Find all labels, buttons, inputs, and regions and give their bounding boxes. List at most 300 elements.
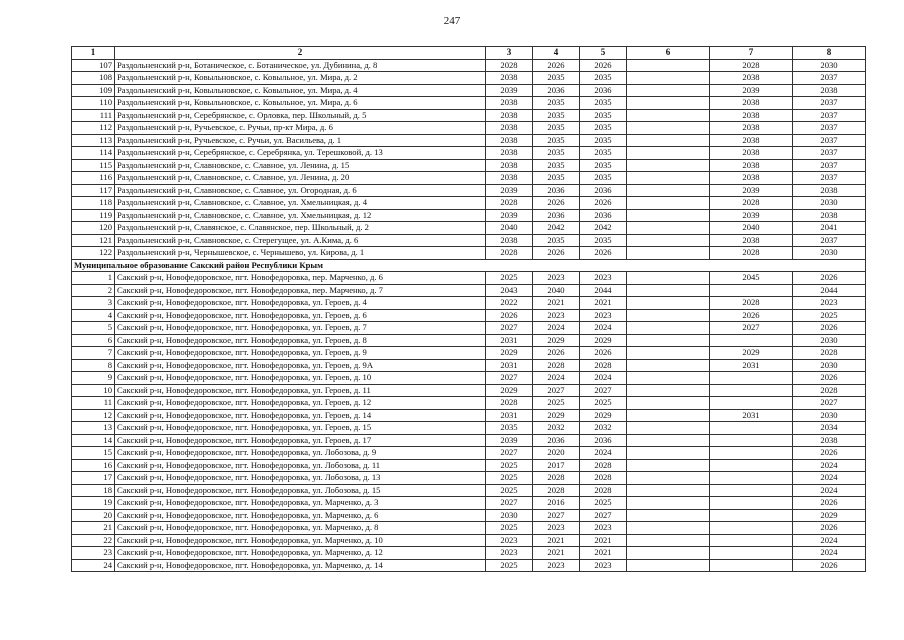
table-cell-col4: 2025	[533, 397, 580, 410]
table-cell-col4: 2035	[533, 109, 580, 122]
table-cell-col3: 2027	[486, 322, 533, 335]
table-cell-col3: 2028	[486, 197, 533, 210]
table-cell-col3: 2025	[486, 559, 533, 572]
table-cell-col7: 2038	[710, 97, 793, 110]
table-cell-col8: 2038	[793, 434, 866, 447]
table-cell-col2: Сакский р-н, Новофедоровское, пгт. Новофедоровка, ул. Лобозова, д. 13	[115, 472, 486, 485]
table-cell-col3: 2025	[486, 522, 533, 535]
table-cell-col3: 2039	[486, 209, 533, 222]
table-cell-col7: 2038	[710, 134, 793, 147]
table-cell-col2: Раздольненский р-н, Славновское, с. Славное, ул. Ленина, д. 20	[115, 172, 486, 185]
table-cell-col8: 2024	[793, 547, 866, 560]
table-cell-col2: Раздольненский р-н, Ботаническое, с. Ботаническое, ул. Дубинина, д. 8	[115, 59, 486, 72]
table-cell-col6	[627, 434, 710, 447]
table-cell-col5: 2021	[580, 547, 627, 560]
table-cell-col5: 2035	[580, 122, 627, 135]
table-cell-col1: 11	[72, 397, 115, 410]
table-cell-col6	[627, 459, 710, 472]
table-cell-col3: 2039	[486, 184, 533, 197]
table-cell-col2: Раздольненский р-н, Чернышевское, с. Чернышево, ул. Кирова, д. 1	[115, 247, 486, 260]
table-cell-col3: 2025	[486, 272, 533, 285]
table-cell-col1: 22	[72, 534, 115, 547]
table-cell-col7	[710, 484, 793, 497]
table-cell-col7: 2039	[710, 209, 793, 222]
table-cell-col4: 2042	[533, 222, 580, 235]
table-cell-col8: 2023	[793, 297, 866, 310]
table-cell-col1: 14	[72, 434, 115, 447]
table-cell-col5: 2025	[580, 497, 627, 510]
table-cell-col4: 2036	[533, 84, 580, 97]
table-cell-col8: 2029	[793, 509, 866, 522]
table-cell-col4: 2024	[533, 322, 580, 335]
header-cell: 8	[793, 47, 866, 60]
table-cell-col8: 2038	[793, 209, 866, 222]
table-row	[72, 159, 866, 172]
table-cell-col6	[627, 409, 710, 422]
header-cell: 4	[533, 47, 580, 60]
table-cell-col6	[627, 147, 710, 160]
table-body-razdolnoe	[72, 59, 866, 259]
table-row	[72, 359, 866, 372]
table-cell-col5: 2024	[580, 372, 627, 385]
table-cell-col8: 2030	[793, 359, 866, 372]
table-cell-col5: 2042	[580, 222, 627, 235]
table-row	[72, 547, 866, 560]
table-cell-col3: 2023	[486, 534, 533, 547]
table-cell-col2: Раздольненский р-н, Ручьевское, с. Ручьи, пр-кт Мира, д. 6	[115, 122, 486, 135]
table-row	[72, 284, 866, 297]
table-row	[72, 197, 866, 210]
table-row	[72, 459, 866, 472]
table-cell-col6	[627, 197, 710, 210]
table-row	[72, 372, 866, 385]
table-cell-col1: 117	[72, 184, 115, 197]
table-cell-col5: 2044	[580, 284, 627, 297]
table-cell-col5: 2035	[580, 109, 627, 122]
table-cell-col2: Сакский р-н, Новофедоровское, пгт. Новофедоровка, ул. Героев, д. 11	[115, 384, 486, 397]
table-cell-col4: 2036	[533, 184, 580, 197]
table-cell-col6	[627, 497, 710, 510]
table-cell-col7: 2045	[710, 272, 793, 285]
table-cell-col2: Сакский р-н, Новофедоровское, пгт. Новофедоровка, ул. Героев, д. 4	[115, 297, 486, 310]
table-cell-col4: 2026	[533, 347, 580, 360]
table-cell-col3: 2038	[486, 147, 533, 160]
table-cell-col1: 7	[72, 347, 115, 360]
header-cell: 1	[72, 47, 115, 60]
table-cell-col2: Сакский р-н, Новофедоровское, пгт. Новофедоровка, ул. Марченко, д. 6	[115, 509, 486, 522]
table-cell-col1: 1	[72, 272, 115, 285]
table-cell-col8: 2028	[793, 384, 866, 397]
table-row	[72, 134, 866, 147]
table-cell-col4: 2035	[533, 72, 580, 85]
table-cell-col7	[710, 284, 793, 297]
table-cell-col8: 2024	[793, 484, 866, 497]
table-cell-col7: 2028	[710, 59, 793, 72]
table-cell-col7: 2039	[710, 84, 793, 97]
header-cell: 5	[580, 47, 627, 60]
table-cell-col3: 2025	[486, 459, 533, 472]
table-cell-col4: 2026	[533, 247, 580, 260]
table-cell-col4: 2023	[533, 559, 580, 572]
table-cell-col7	[710, 447, 793, 460]
table-cell-col2: Сакский р-н, Новофедоровское, пгт. Новофедоровка, пер. Марченко, д. 7	[115, 284, 486, 297]
table-cell-col7: 2038	[710, 72, 793, 85]
table-cell-col3: 2038	[486, 122, 533, 135]
header-row	[72, 47, 866, 60]
table-cell-col5: 2026	[580, 59, 627, 72]
table-cell-col2: Раздольненский р-н, Ковыльновское, с. Ковыльное, ул. Мира, д. 6	[115, 97, 486, 110]
table-cell-col3: 2027	[486, 447, 533, 460]
table-row	[72, 72, 866, 85]
table-row	[72, 559, 866, 572]
table-cell-col5: 2026	[580, 347, 627, 360]
table-row	[72, 384, 866, 397]
table-cell-col4: 2035	[533, 234, 580, 247]
table-cell-col6	[627, 109, 710, 122]
table-cell-col2: Раздольненский р-н, Славновское, с. Славное, ул. Ленина, д. 15	[115, 159, 486, 172]
table-row	[72, 84, 866, 97]
table-row	[72, 409, 866, 422]
table-cell-col7: 2038	[710, 159, 793, 172]
table-cell-col4: 2026	[533, 197, 580, 210]
table-cell-col4: 2035	[533, 147, 580, 160]
table-cell-col6	[627, 472, 710, 485]
table-cell-col8: 2041	[793, 222, 866, 235]
table-cell-col8: 2026	[793, 497, 866, 510]
table-cell-col2: Сакский р-н, Новофедоровское, пгт. Новофедоровка, пер. Марченко, д. 6	[115, 272, 486, 285]
table-row	[72, 97, 866, 110]
table-cell-col6	[627, 72, 710, 85]
table-cell-col8: 2025	[793, 309, 866, 322]
table-cell-col6	[627, 372, 710, 385]
table-cell-col6	[627, 534, 710, 547]
table-cell-col7: 2031	[710, 409, 793, 422]
table-row	[72, 397, 866, 410]
table-cell-col6	[627, 447, 710, 460]
table-cell-col1: 118	[72, 197, 115, 210]
table-cell-col5: 2025	[580, 397, 627, 410]
table-cell-col4: 2036	[533, 209, 580, 222]
table-cell-col6	[627, 159, 710, 172]
table-cell-col5: 2021	[580, 297, 627, 310]
table-row	[72, 222, 866, 235]
table-row	[72, 484, 866, 497]
table-cell-col6	[627, 134, 710, 147]
table-cell-col3: 2043	[486, 284, 533, 297]
header-cell: 6	[627, 47, 710, 60]
table-cell-col4: 2021	[533, 534, 580, 547]
table-cell-col3: 2040	[486, 222, 533, 235]
table-cell-col5: 2029	[580, 334, 627, 347]
table-cell-col7: 2028	[710, 297, 793, 310]
table-row	[72, 109, 866, 122]
table-cell-col5: 2036	[580, 434, 627, 447]
table-cell-col3: 2029	[486, 347, 533, 360]
table-cell-col7: 2029	[710, 347, 793, 360]
table-cell-col1: 2	[72, 284, 115, 297]
table-cell-col2: Сакский р-н, Новофедоровское, пгт. Новофедоровка, ул. Лобозова, д. 11	[115, 459, 486, 472]
table-cell-col8: 2037	[793, 234, 866, 247]
table-cell-col3: 2038	[486, 134, 533, 147]
table-cell-col5: 2026	[580, 197, 627, 210]
table-cell-col1: 122	[72, 247, 115, 260]
table-cell-col3: 2031	[486, 359, 533, 372]
table-cell-col5: 2035	[580, 134, 627, 147]
table-cell-col8: 2024	[793, 534, 866, 547]
table-cell-col1: 13	[72, 422, 115, 435]
table-cell-col1: 6	[72, 334, 115, 347]
table-cell-col2: Сакский р-н, Новофедоровское, пгт. Новофедоровка, ул. Марченко, д. 10	[115, 534, 486, 547]
table-cell-col6	[627, 397, 710, 410]
table-cell-col4: 2020	[533, 447, 580, 460]
table-cell-col5: 2028	[580, 359, 627, 372]
table-cell-col3: 2028	[486, 247, 533, 260]
table-cell-col2: Раздольненский р-н, Славянское, с. Славянское, пер. Школьный, д. 2	[115, 222, 486, 235]
housing-table	[71, 46, 866, 572]
table-cell-col4: 2035	[533, 122, 580, 135]
table-cell-col1: 4	[72, 309, 115, 322]
table-cell-col7	[710, 334, 793, 347]
table-cell-col2: Сакский р-н, Новофедоровское, пгт. Новофедоровка, ул. Марченко, д. 8	[115, 522, 486, 535]
table-cell-col3: 2027	[486, 372, 533, 385]
table-cell-col7: 2028	[710, 247, 793, 260]
table-cell-col8: 2038	[793, 84, 866, 97]
table-cell-col6	[627, 234, 710, 247]
table-cell-col8: 2026	[793, 522, 866, 535]
table-row	[72, 422, 866, 435]
table-cell-col8: 2030	[793, 334, 866, 347]
table-cell-col5: 2036	[580, 184, 627, 197]
table-cell-col5: 2027	[580, 384, 627, 397]
table-row	[72, 59, 866, 72]
table-cell-col6	[627, 547, 710, 560]
table-cell-col7	[710, 434, 793, 447]
table-cell-col1: 9	[72, 372, 115, 385]
table-cell-col4: 2023	[533, 522, 580, 535]
table-cell-col3: 2038	[486, 234, 533, 247]
table-cell-col4: 2027	[533, 509, 580, 522]
table-cell-col2: Раздольненский р-н, Славновское, с. Славное, ул. Хмельницкая, д. 4	[115, 197, 486, 210]
table-cell-col2: Сакский р-н, Новофедоровское, пгт. Новофедоровка, ул. Героев, д. 9А	[115, 359, 486, 372]
table-cell-col8: 2026	[793, 447, 866, 460]
table-cell-col3: 2028	[486, 59, 533, 72]
table-cell-col7	[710, 384, 793, 397]
table-cell-col8: 2028	[793, 347, 866, 360]
table-cell-col6	[627, 422, 710, 435]
table-cell-col8: 2037	[793, 97, 866, 110]
table-cell-col5: 2023	[580, 272, 627, 285]
table-cell-col4: 2021	[533, 547, 580, 560]
table-cell-col4: 2035	[533, 159, 580, 172]
table-cell-col6	[627, 509, 710, 522]
table-row	[72, 534, 866, 547]
page-number: 247	[443, 15, 461, 27]
table-cell-col3: 2038	[486, 172, 533, 185]
table-cell-col2: Сакский р-н, Новофедоровское, пгт. Новофедоровка, ул. Героев, д. 10	[115, 372, 486, 385]
table-row	[72, 172, 866, 185]
table-cell-col4: 2029	[533, 334, 580, 347]
table-cell-col5: 2021	[580, 534, 627, 547]
table-cell-col5: 2036	[580, 209, 627, 222]
table-cell-col4: 2017	[533, 459, 580, 472]
table-cell-col2: Сакский р-н, Новофедоровское, пгт. Новофедоровка, ул. Героев, д. 8	[115, 334, 486, 347]
table-cell-col2: Сакский р-н, Новофедоровское, пгт. Новофедоровка, ул. Лобозова, д. 15	[115, 484, 486, 497]
table-cell-col1: 120	[72, 222, 115, 235]
table-cell-col1: 119	[72, 209, 115, 222]
table-cell-col6	[627, 297, 710, 310]
table-cell-col1: 5	[72, 322, 115, 335]
table-row	[72, 147, 866, 160]
table-cell-col6	[627, 84, 710, 97]
table-cell-col4: 2023	[533, 309, 580, 322]
header-cell: 2	[115, 47, 486, 60]
table-row	[72, 297, 866, 310]
table-cell-col2: Сакский р-н, Новофедоровское, пгт. Новофедоровка, ул. Героев, д. 9	[115, 347, 486, 360]
table-cell-col4: 2029	[533, 409, 580, 422]
table-cell-col5: 2035	[580, 172, 627, 185]
table-cell-col5: 2027	[580, 509, 627, 522]
table-cell-col4: 2028	[533, 359, 580, 372]
table-row	[72, 509, 866, 522]
table-cell-col3: 2038	[486, 72, 533, 85]
table-body-saki	[72, 272, 866, 572]
table-cell-col3: 2025	[486, 484, 533, 497]
table-cell-col7	[710, 509, 793, 522]
table-cell-col8: 2030	[793, 247, 866, 260]
table-cell-col2: Раздольненский р-н, Ковыльновское, с. Ковыльное, ул. Мира, д. 2	[115, 72, 486, 85]
table-cell-col6	[627, 559, 710, 572]
table-cell-col1: 108	[72, 72, 115, 85]
table-cell-col6	[627, 209, 710, 222]
table-cell-col2: Раздольненский р-н, Ручьевское, с. Ручьи, ул. Васильева, д. 1	[115, 134, 486, 147]
table-cell-col6	[627, 122, 710, 135]
table-cell-col5: 2029	[580, 409, 627, 422]
table-cell-col2: Сакский р-н, Новофедоровское, пгт. Новофедоровка, ул. Героев, д. 14	[115, 409, 486, 422]
table-cell-col3: 2038	[486, 159, 533, 172]
table-cell-col5: 2023	[580, 309, 627, 322]
table-cell-col7	[710, 497, 793, 510]
table-cell-col7	[710, 372, 793, 385]
table-cell-col1: 107	[72, 59, 115, 72]
table-cell-col2: Раздольненский р-н, Ковыльновское, с. Ковыльное, ул. Мира, д. 4	[115, 84, 486, 97]
table-row	[72, 234, 866, 247]
table-cell-col6	[627, 272, 710, 285]
table-cell-col4: 2024	[533, 372, 580, 385]
table-cell-col7: 2040	[710, 222, 793, 235]
table-cell-col3: 2027	[486, 497, 533, 510]
table-cell-col7: 2038	[710, 234, 793, 247]
table-cell-col1: 111	[72, 109, 115, 122]
table-cell-col5: 2036	[580, 84, 627, 97]
table-cell-col5: 2024	[580, 447, 627, 460]
table-cell-col8: 2026	[793, 272, 866, 285]
table-cell-col5: 2028	[580, 459, 627, 472]
table-cell-col8: 2044	[793, 284, 866, 297]
table-cell-col2: Раздольненский р-н, Серебрянское, с. Орловка, пер. Школьный, д. 5	[115, 109, 486, 122]
table-cell-col4: 2023	[533, 272, 580, 285]
table-row	[72, 472, 866, 485]
table-cell-col7: 2026	[710, 309, 793, 322]
table-row	[72, 447, 866, 460]
table-cell-col4: 2027	[533, 384, 580, 397]
table-cell-col1: 3	[72, 297, 115, 310]
table-cell-col7	[710, 522, 793, 535]
table-row	[72, 347, 866, 360]
table-row	[72, 272, 866, 285]
table-cell-col2: Раздольненский р-н, Славновское, с. Славное, ул. Огородная, д. 6	[115, 184, 486, 197]
table-cell-col6	[627, 384, 710, 397]
table-cell-col6	[627, 184, 710, 197]
table-cell-col4: 2032	[533, 422, 580, 435]
section-row	[72, 259, 866, 272]
table-row	[72, 309, 866, 322]
table-cell-col1: 19	[72, 497, 115, 510]
section-title: Муниципальное образование Сакский район Республики Крым	[72, 259, 866, 272]
table-row	[72, 334, 866, 347]
table-cell-col3: 2039	[486, 434, 533, 447]
table-cell-col5: 2023	[580, 522, 627, 535]
table-cell-col6	[627, 172, 710, 185]
table-cell-col2: Сакский р-н, Новофедоровское, пгт. Новофедоровка, ул. Героев, д. 15	[115, 422, 486, 435]
table-cell-col7: 2038	[710, 122, 793, 135]
table-cell-col3: 2030	[486, 509, 533, 522]
table-cell-col8: 2026	[793, 322, 866, 335]
table-cell-col5: 2028	[580, 472, 627, 485]
table-cell-col2: Сакский р-н, Новофедоровское, пгт. Новофедоровка, ул. Героев, д. 17	[115, 434, 486, 447]
table-cell-col8: 2034	[793, 422, 866, 435]
table-cell-col7: 2031	[710, 359, 793, 372]
table-cell-col3: 2025	[486, 472, 533, 485]
table-row	[72, 434, 866, 447]
table-cell-col2: Сакский р-н, Новофедоровское, пгт. Новофедоровка, ул. Марченко, д. 12	[115, 547, 486, 560]
table-cell-col8: 2038	[793, 184, 866, 197]
table-cell-col8: 2037	[793, 72, 866, 85]
table-cell-col7	[710, 422, 793, 435]
table-row	[72, 522, 866, 535]
table-cell-col3: 2038	[486, 97, 533, 110]
table-cell-col8: 2037	[793, 147, 866, 160]
table-cell-col3: 2035	[486, 422, 533, 435]
table-cell-col7: 2038	[710, 172, 793, 185]
table-cell-col7	[710, 547, 793, 560]
table-cell-col5: 2035	[580, 72, 627, 85]
table-cell-col8: 2037	[793, 122, 866, 135]
table-cell-col6	[627, 59, 710, 72]
table-cell-col1: 112	[72, 122, 115, 135]
table-cell-col5: 2026	[580, 247, 627, 260]
table-cell-col2: Сакский р-н, Новофедоровское, пгт. Новофедоровка, ул. Героев, д. 12	[115, 397, 486, 410]
table-cell-col2: Сакский р-н, Новофедоровское, пгт. Новофедоровка, ул. Героев, д. 7	[115, 322, 486, 335]
table-cell-col1: 115	[72, 159, 115, 172]
table-cell-col7: 2028	[710, 197, 793, 210]
table-cell-col6	[627, 97, 710, 110]
table-cell-col1: 10	[72, 384, 115, 397]
table-cell-col3: 2022	[486, 297, 533, 310]
table-cell-col6	[627, 247, 710, 260]
table-cell-col7	[710, 397, 793, 410]
table-cell-col7	[710, 534, 793, 547]
section-saki	[72, 259, 866, 272]
table-cell-col5: 2035	[580, 147, 627, 160]
table-cell-col4: 2035	[533, 97, 580, 110]
table-cell-col1: 121	[72, 234, 115, 247]
table-cell-col8: 2037	[793, 172, 866, 185]
table-cell-col5: 2032	[580, 422, 627, 435]
table-cell-col1: 17	[72, 472, 115, 485]
table-cell-col1: 116	[72, 172, 115, 185]
table-cell-col8: 2030	[793, 59, 866, 72]
table-cell-col8: 2037	[793, 159, 866, 172]
